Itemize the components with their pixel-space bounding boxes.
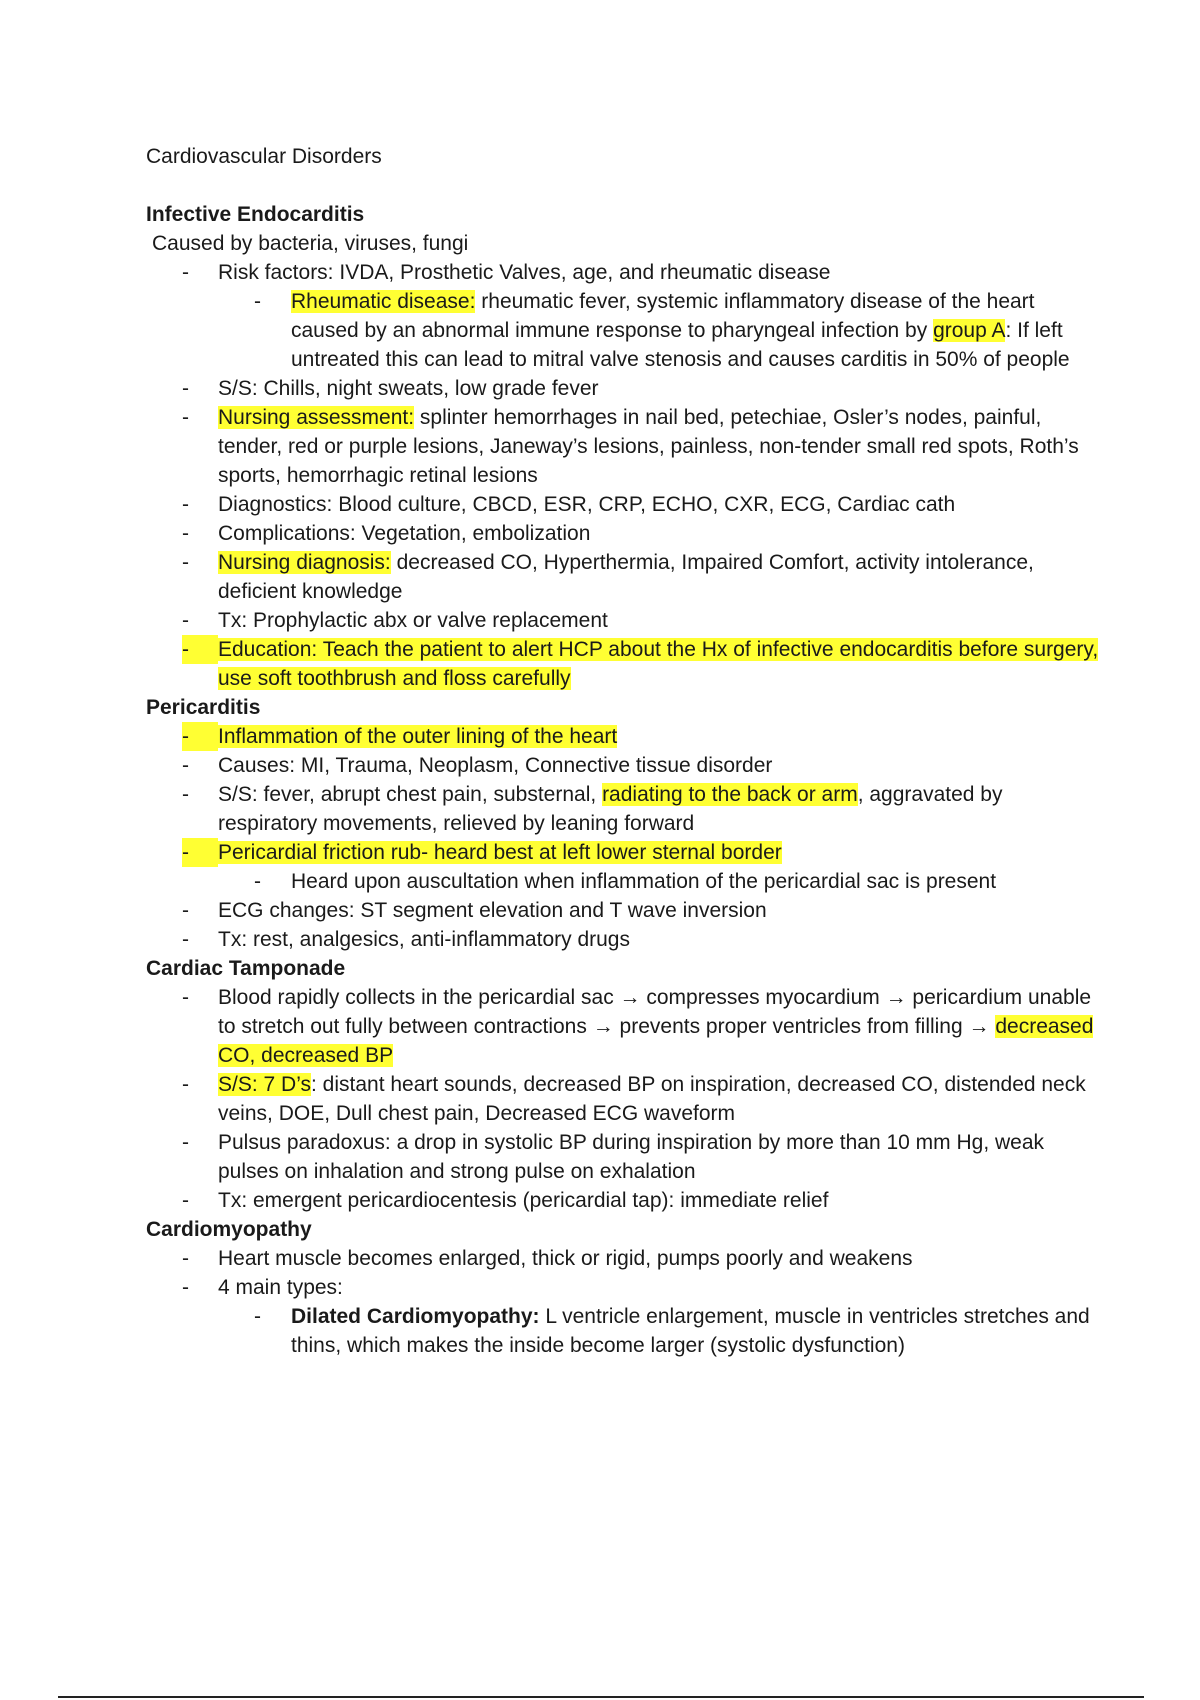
- highlighted-text: decreased CO, decreased BP: [218, 1015, 1094, 1067]
- text-segment: Tx: emergent pericardiocentesis (pericardial tap): immediate relief: [218, 1189, 829, 1212]
- highlighted-text: Nursing assessment:: [218, 406, 415, 429]
- bullet-item: [146, 1070, 1106, 1128]
- bullet-dash: -: [182, 722, 218, 751]
- bullet-dash: -: [182, 609, 189, 632]
- document-body: [146, 200, 1106, 1360]
- text-segment: ECG changes: ST segment elevation and T wave inversion: [218, 899, 767, 922]
- bullet-dash: -: [182, 838, 218, 867]
- text-segment: Blood rapidly collects in the pericardial sac → compresses myocardium → pericardium unable to stretch out fully between contractions → prevents proper ventricles from filling →: [218, 986, 1092, 1038]
- highlighted-text: Inflammation of the outer lining of the heart: [218, 725, 618, 748]
- document-title: Cardiovascular Disorders: [146, 145, 382, 168]
- bullet-dash: -: [182, 1247, 189, 1270]
- highlighted-text: Education: Teach the patient to alert HCP about the Hx of infective endocarditis before surgery, use soft toothbrush and floss carefully: [218, 638, 1099, 690]
- bullet-item: [146, 838, 1106, 867]
- text-segment: 4 main types:: [218, 1276, 343, 1299]
- bullet-item: [146, 287, 1106, 374]
- bullet-item: [146, 548, 1106, 606]
- bullet-dash: -: [182, 377, 189, 400]
- bullet-item: [146, 896, 1106, 925]
- bullet-item: [146, 925, 1106, 954]
- bullet-dash: -: [182, 783, 189, 806]
- bullet-item: [146, 374, 1106, 403]
- bullet-dash: -: [182, 1276, 189, 1299]
- bullet-dash: -: [182, 1073, 189, 1096]
- bullet-item: [146, 722, 1106, 751]
- bullet-item: [146, 519, 1106, 548]
- text-segment: , aggravated by respiratory movements, relieved by leaning forward: [218, 783, 1003, 835]
- text-segment: Diagnostics: Blood culture, CBCD, ESR, CRP, ECHO, CXR, ECG, Cardiac cath: [218, 493, 956, 516]
- bullet-dash: -: [182, 986, 189, 1009]
- text-segment: Causes: MI, Trauma, Neoplasm, Connective tissue disorder: [218, 754, 773, 777]
- bullet-dash: -: [182, 522, 189, 545]
- bullet-item: [146, 403, 1106, 490]
- text-segment: Heard upon auscultation when inflammation of the pericardial sac is present: [291, 870, 997, 893]
- bullet-dash: -: [182, 928, 189, 951]
- bullet-item: [146, 635, 1106, 693]
- bullet-dash: -: [182, 406, 189, 429]
- page-bottom-rule: [58, 1696, 1144, 1698]
- section-heading: Pericarditis: [146, 696, 261, 719]
- bullet-dash: -: [182, 551, 189, 574]
- highlighted-text: Nursing diagnosis:: [218, 551, 391, 574]
- bullet-item: [146, 1273, 1106, 1302]
- bullet-dash: -: [182, 1189, 189, 1212]
- highlighted-text: Rheumatic disease:: [291, 290, 476, 313]
- text-segment: Risk factors: IVDA, Prosthetic Valves, age, and rheumatic disease: [218, 261, 831, 284]
- bullet-dash: -: [182, 261, 189, 284]
- highlighted-text: S/S: 7 D’s: [218, 1073, 311, 1096]
- bullet-dash: -: [254, 290, 261, 313]
- text-segment: Tx: Prophylactic abx or valve replacement: [218, 609, 608, 632]
- bullet-dash: -: [182, 1131, 189, 1154]
- text-segment: rheumatic fever, systemic inflammatory disease of the heart caused by an abnormal immune response to pharyngeal infection by: [291, 290, 1035, 342]
- bullet-dash: -: [182, 754, 189, 777]
- bullet-item: [146, 1186, 1106, 1215]
- section-heading: Infective Endocarditis: [146, 203, 365, 226]
- text-segment: L ventricle enlargement, muscle in ventricles stretches and thins, which makes the inside become larger (systolic dysfunction): [291, 1305, 1090, 1357]
- text-segment: Tx: rest, analgesics, anti-inflammatory drugs: [218, 928, 630, 951]
- bullet-item: [146, 1244, 1106, 1273]
- bullet-item: [146, 1128, 1106, 1186]
- text-segment: : distant heart sounds, decreased BP on inspiration, decreased CO, distended neck veins, DOE, Dull chest pain, Decreased ECG waveform: [218, 1073, 1086, 1125]
- document-page: [146, 142, 1106, 1360]
- bullet-item: [146, 867, 1106, 896]
- bullet-dash: -: [254, 1305, 261, 1328]
- text-segment: Complications: Vegetation, embolization: [218, 522, 591, 545]
- bullet-dash: -: [182, 899, 189, 922]
- text-segment: Heart muscle becomes enlarged, thick or rigid, pumps poorly and weakens: [218, 1247, 913, 1270]
- bullet-dash: -: [182, 493, 189, 516]
- bullet-item: [146, 983, 1106, 1070]
- bullet-item: [146, 258, 1106, 287]
- text-segment: splinter hemorrhages in nail bed, petechiae, Osler’s nodes, painful, tender, red or purple lesions, Janeway’s lesions, painless, non-tender small red spots, Roth’s sports, hemorrhagic retinal lesions: [218, 406, 1079, 487]
- bullet-dash: -: [182, 635, 218, 664]
- section-heading: Cardiac Tamponade: [146, 957, 346, 980]
- section-intro: Caused by bacteria, viruses, fungi: [152, 232, 469, 255]
- bullet-dash: -: [254, 870, 261, 893]
- text-segment: S/S: Chills, night sweats, low grade fever: [218, 377, 599, 400]
- text-segment: S/S: fever, abrupt chest pain, substernal,: [218, 783, 603, 806]
- text-segment: Pulsus paradoxus: a drop in systolic BP during inspiration by more than 10 mm Hg, weak pulses on inhalation and strong pulse on exhalation: [218, 1131, 1045, 1183]
- text-segment: : If left untreated this can lead to mitral valve stenosis and causes carditis in 50% of people: [291, 319, 1070, 371]
- bullet-item: [146, 490, 1106, 519]
- bullet-item: [146, 780, 1106, 838]
- bullet-item: [146, 1302, 1106, 1360]
- highlighted-text: group A: [933, 319, 1006, 342]
- highlighted-text: Pericardial friction rub- heard best at left lower sternal border: [218, 841, 782, 864]
- bullet-item: [146, 606, 1106, 635]
- section-heading: Cardiomyopathy: [146, 1218, 312, 1241]
- bold-text: Dilated Cardiomyopathy:: [291, 1305, 540, 1328]
- text-segment: decreased CO, Hyperthermia, Impaired Comfort, activity intolerance, deficient knowledge: [218, 551, 1034, 603]
- highlighted-text: radiating to the back or arm: [602, 783, 858, 806]
- bullet-item: [146, 751, 1106, 780]
